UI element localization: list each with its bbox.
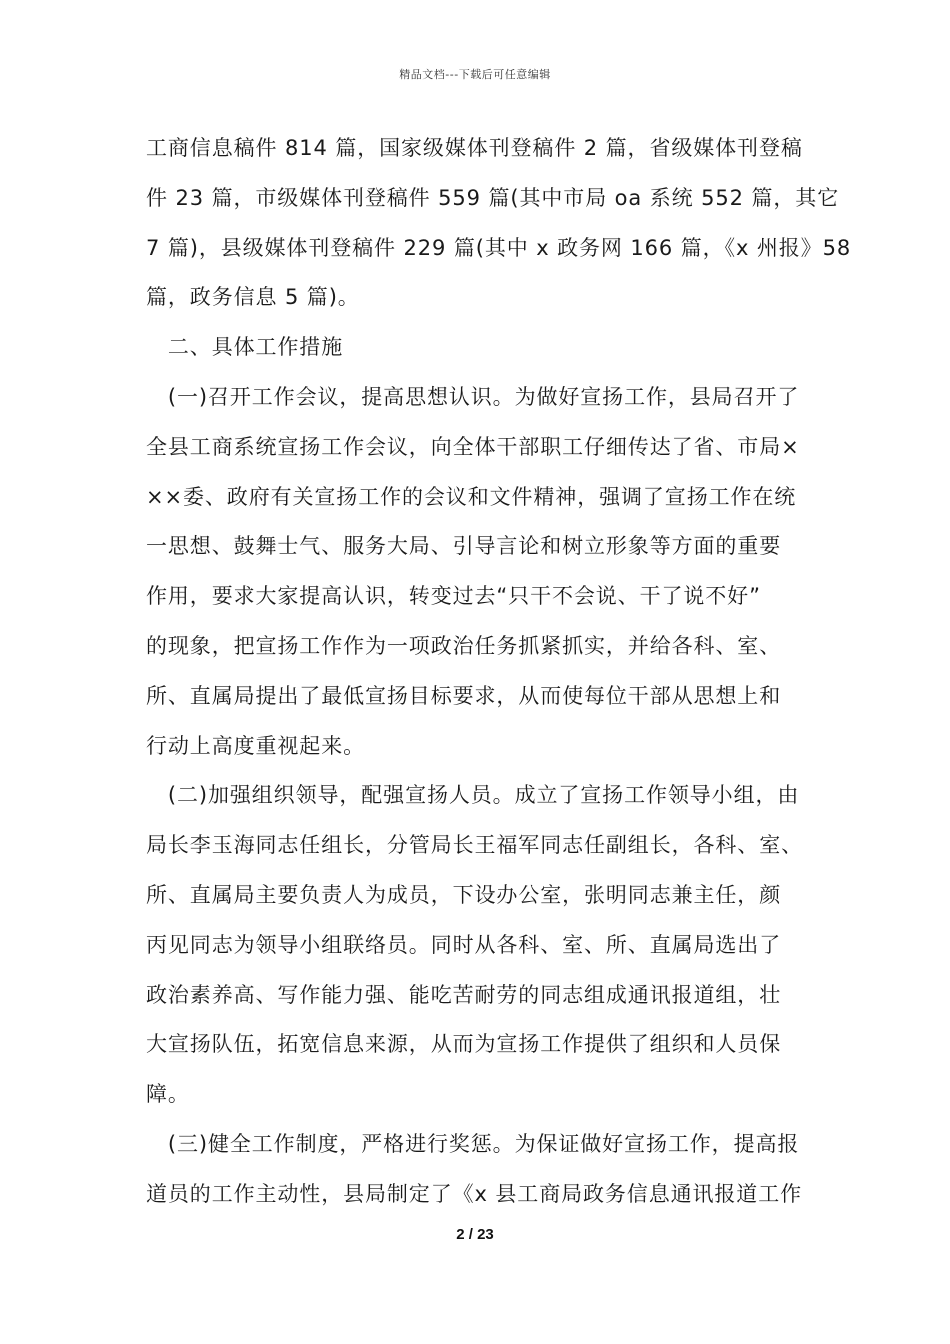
text-line: 政治素养高、写作能力强、能吃苦耐劳的同志组成通讯报道组，壮 [146, 982, 782, 1007]
text-line: 件 23 篇，市级媒体刊登稿件 559 篇(其中市局 oa 系统 552 篇，其它 [146, 185, 840, 210]
text-line: (一)召开工作会议，提高思想认识。为做好宣扬工作，县局召开了 [146, 384, 800, 409]
text-line: 所、直属局主要负责人为成员，下设办公室，张明同志兼主任，颜 [146, 882, 782, 907]
text-line: 7 篇)，县级媒体刊登稿件 229 篇(其中 x 政务网 166 篇，《x 州报》58 [146, 235, 852, 260]
text-line: 行动上高度重视起来。 [146, 733, 365, 758]
text-line: 道员的工作主动性，县局制定了《x 县工商局政务信息通讯报道工作 [146, 1181, 803, 1206]
text-line: 大宣扬队伍，拓宽信息来源，从而为宣扬工作提供了组织和人员保 [146, 1032, 782, 1057]
page-total: 23 [477, 1226, 494, 1243]
text-line: 一思想、鼓舞士气、服务大局、引导言论和树立形象等方面的重要 [146, 534, 782, 559]
text-line: 全县工商系统宣扬工作会议，向全体干部职工仔细传达了省、市局× [146, 434, 800, 459]
text-line: 的现象，把宣扬工作作为一项政治任务抓紧抓实，并给各科、室、 [146, 633, 782, 658]
section-heading: 二、具体工作措施 [146, 335, 344, 360]
body-text [146, 124, 852, 1220]
page-header: 精品文档---下载后可任意编辑 [399, 68, 551, 81]
text-line: (三)健全工作制度，严格进行奖惩。为保证做好宣扬工作，提高报 [146, 1131, 800, 1156]
page-number [0, 1226, 950, 1243]
text-line: 障。 [146, 1082, 190, 1107]
text-line: 局长李玉海同志任组长，分管局长王福军同志任副组长，各科、室、 [146, 833, 803, 858]
text-line: 所、直属局提出了最低宣扬目标要求，从而使每位干部从思想上和 [146, 683, 782, 708]
text-line: (二)加强组织领导，配强宣扬人员。成立了宣扬工作领导小组，由 [146, 783, 800, 808]
text-line: 工商信息稿件 814 篇，国家级媒体刊登稿件 2 篇，省级媒体刊登稿 [146, 136, 803, 160]
text-line: 篇，政务信息 5 篇)。 [146, 285, 360, 310]
page-current: 2 [456, 1226, 465, 1243]
text-line: 丙见同志为领导小组联络员。同时从各科、室、所、直属局选出了 [146, 932, 782, 957]
text-line: ××委、政府有关宣扬工作的会议和文件精神，强调了宣扬工作在统 [146, 484, 797, 509]
page-separator: / [464, 1226, 478, 1243]
text-line: 作用，要求大家提高认识，转变过去“只干不会说、干了说不好” [146, 584, 761, 609]
